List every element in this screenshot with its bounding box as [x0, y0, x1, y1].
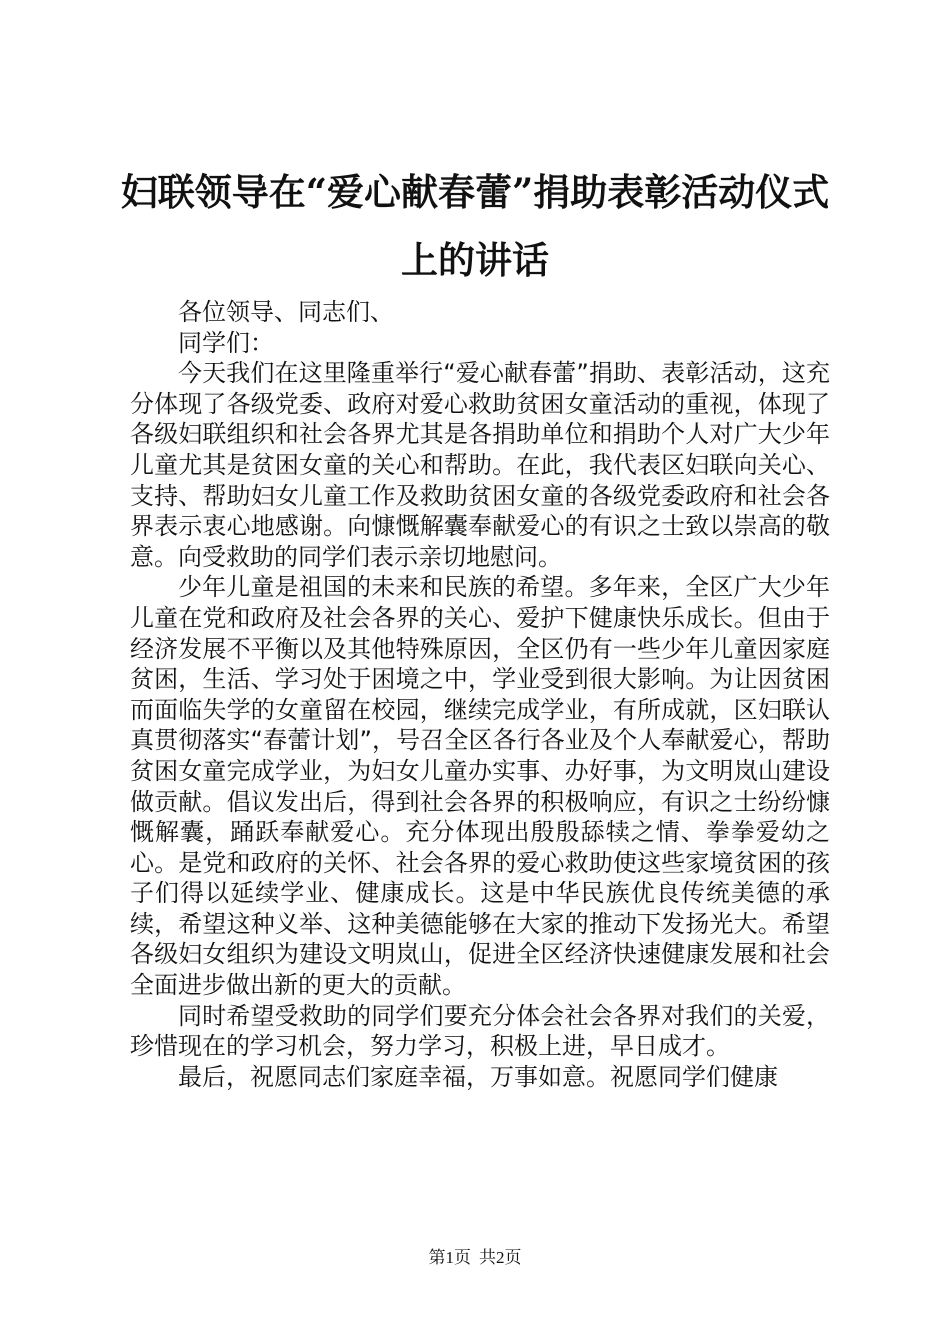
title-line-1: 妇联领导在“爱心献春蕾”捐助表彰活动仪式 — [120, 170, 830, 214]
title-line-2: 上的讲话 — [401, 238, 549, 282]
salutation-line-2: 同学们： — [178, 328, 274, 357]
page-number: 第1页 — [428, 1248, 471, 1267]
paragraph-students: 同时希望受救助的同学们要充分体会社会各界对我们的关爱，珍惜现在的学习机会，努力学习，积极上进，早日成才。 — [130, 1001, 830, 1061]
document-body — [130, 297, 830, 1092]
paragraph-opening: 今天我们在这里隆重举行“爱心献春蕾”捐助、表彰活动，这充分体现了各级党委、政府对爱心救助贫困女童活动的重视，体现了各级妇联组织和社会各界尤其是各捐助单位和捐助个人对广大少年儿童尤其是贫困女童的关心和帮助。在此，我代表区妇联向关心、支持、帮助妇女儿童工作及救助贫困女童的各级党委政府和社会各界表示衷心地感谢。向慷慨解囊奉献爱心的有识之士致以崇高的敬意。向受救助的同学们表示亲切地慰问。 — [130, 359, 830, 571]
paragraph-closing: 最后，祝愿同志们家庭幸福，万事如意。祝愿同学们健康 — [178, 1062, 778, 1091]
page-footer — [0, 1246, 950, 1270]
document-title — [120, 158, 830, 294]
salutation-line-1: 各位领导、同志们、 — [178, 298, 394, 326]
page-total: 共2页 — [479, 1248, 522, 1267]
paragraph-main: 少年儿童是祖国的未来和民族的希望。多年来，全区广大少年儿童在党和政府及社会各界的关心、爱护下健康快乐成长。但由于经济发展不平衡以及其他特殊原因，全区仍有一些少年儿童因家庭贫困，生活、学习处于困境之中，学业受到很大影响。为让因贫困而面临失学的女童留在校园，继续完成学业，有所成就，区妇联认真贯彻落实“春蕾计划”，号召全区各行各业及个人奉献爱心，帮助贫困女童完成学业，为妇女儿童办实事、办好事，为文明岚山建设做贡献。倡议发出后，得到社会各界的积极响应，有识之士纷纷慷慨解囊，踊跃奉献爱心。充分体现出殷殷舔犊之情、拳拳爱幼之心。是党和政府的关怀、社会各界的爱心救助使这些家境贫困的孩子们得以延续学业、健康成长。这是中华民族优良传统美德的承续，希望这种义举、这种美德能够在大家的推动下发扬光大。希望各级妇女组织为建设文明岚山，促进全区经济快速健康发展和社会全面进步做出新的更大的贡献。 — [130, 573, 830, 1000]
